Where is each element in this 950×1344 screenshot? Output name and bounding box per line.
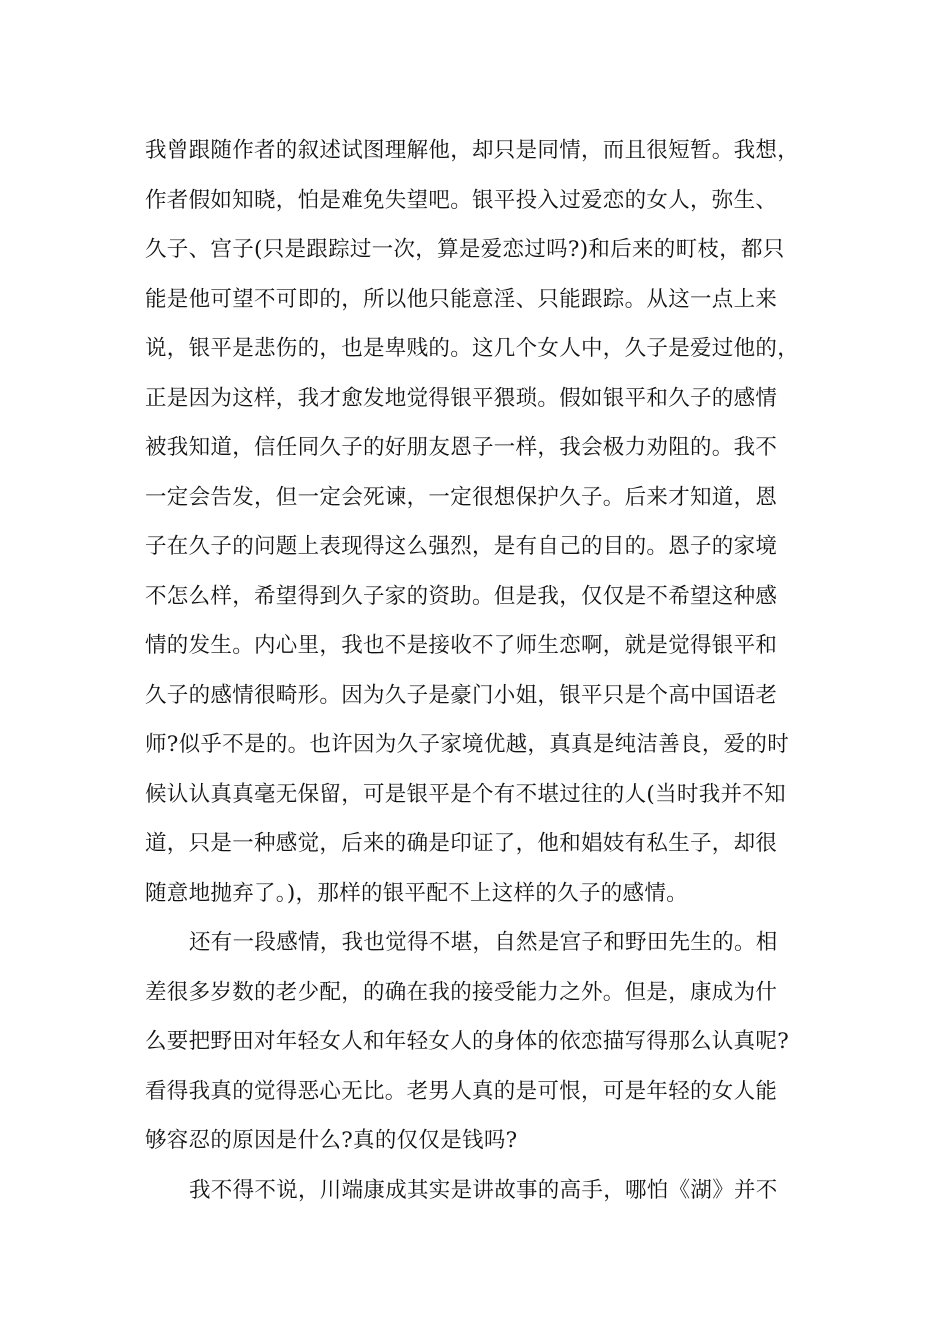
text-line: 我曾跟随作者的叙述试图理解他，却只是同情，而且很短暂。我想， [145, 138, 800, 163]
text-line: 一定会告发，但一定会死谏，一定很想保护久子。后来才知道，恩 [145, 484, 778, 510]
text-line: 被我知道，信任同久子的好朋友恩子一样，我会极力劝阻的。我不 [145, 435, 778, 460]
text-line: 说，银平是悲伤的，也是卑贱的。这几个女人中，久子是爱过他的， [145, 336, 800, 361]
body-text [145, 126, 815, 1215]
text-line: 道，只是一种感觉，后来的确是印证了，他和娼妓有私生子，却很 [145, 831, 778, 856]
paragraph-start-line: 还有一段感情，我也觉得不堪，自然是宫子和野田先生的。相 [189, 930, 778, 955]
text-line: 随意地抛弃了。)，那样的银平配不上这样的久子的感情。 [145, 880, 688, 906]
text-line: 作者假如知晓，怕是难免失望吧。银平投入过爱恋的女人，弥生、 [145, 187, 778, 213]
text-line: 么要把野田对年轻女人和年轻女人的身体的依恋描写得那么认真呢? [145, 1029, 790, 1054]
text-line: 差很多岁数的老少配，的确在我的接受能力之外。但是，康成为什 [145, 979, 778, 1005]
text-line: 正是因为这样，我才愈发地觉得银平猥琐。假如银平和久子的感情 [145, 385, 778, 411]
text-line: 不怎么样，希望得到久子家的资助。但是我，仅仅是不希望这种感 [145, 583, 778, 609]
text-line: 子在久子的问题上表现得这么强烈，是有自己的目的。恩子的家境 [145, 534, 778, 559]
text-line: 够容忍的原因是什么?真的仅仅是钱吗? [145, 1128, 518, 1153]
text-line: 情的发生。内心里，我也不是接收不了师生恋啊，就是觉得银平和 [145, 633, 778, 658]
text-line: 看得我真的觉得恶心无比。老男人真的是可恨，可是年轻的女人能 [145, 1078, 778, 1104]
text-line: 久子、宫子(只是跟踪过一次，算是爱恋过吗?)和后来的町枝，都只 [145, 237, 785, 262]
text-line: 师?似乎不是的。也许因为久子家境优越，真真是纯洁善良，爱的时 [145, 732, 790, 757]
text-line: 能是他可望不可即的，所以他只能意淫、只能跟踪。从这一点上来 [145, 286, 778, 312]
paragraph-start-line: 我不得不说，川端康成其实是讲故事的高手，哪怕《湖》并不 [189, 1177, 778, 1203]
text-line: 久子的感情很畸形。因为久子是豪门小姐，银平只是个高中国语老 [145, 682, 778, 708]
text-line: 候认认真真毫无保留，可是银平是个有不堪过往的人(当时我并不知 [145, 781, 786, 807]
